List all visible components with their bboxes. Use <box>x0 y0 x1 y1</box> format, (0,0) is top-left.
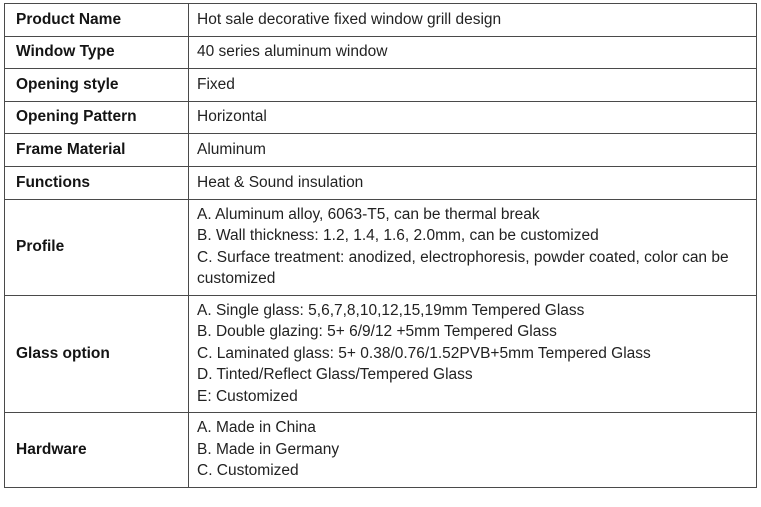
row-label: Functions <box>5 166 189 199</box>
row-label: Profile <box>5 199 189 295</box>
row-label: Product Name <box>5 4 189 37</box>
row-value <box>189 36 757 69</box>
value-line: A. Single glass: 5,6,7,8,10,12,15,19mm Tempered Glass <box>197 301 585 319</box>
value-line: Fixed <box>197 75 235 93</box>
value-line: Heat & Sound insulation <box>197 173 364 191</box>
value-line: D. Tinted/Reflect Glass/Tempered Glass <box>197 366 473 384</box>
row-value <box>189 134 757 167</box>
value-line: A. Made in China <box>197 419 316 437</box>
value-line: Aluminum <box>197 140 266 158</box>
value-line: Horizontal <box>197 108 267 126</box>
row-value <box>189 69 757 102</box>
table-row <box>5 295 757 413</box>
value-line: C. Customized <box>197 462 299 480</box>
table-row <box>5 166 757 199</box>
table-row <box>5 36 757 69</box>
value-line: B. Made in Germany <box>197 440 340 458</box>
value-line: B. Double glazing: 5+ 6/9/12 +5mm Tempered Glass <box>197 323 557 341</box>
row-value <box>189 295 757 413</box>
value-line: E: Customized <box>197 387 298 405</box>
table-row <box>5 413 757 488</box>
table-row <box>5 199 757 295</box>
row-value <box>189 4 757 37</box>
row-value <box>189 166 757 199</box>
value-line: A. Aluminum alloy, 6063-T5, can be thermal break <box>197 205 540 223</box>
table-row <box>5 134 757 167</box>
row-label: Hardware <box>5 413 189 488</box>
value-line: Hot sale decorative fixed window grill design <box>197 10 502 28</box>
table-row <box>5 69 757 102</box>
value-line: customized <box>197 270 276 288</box>
row-label: Frame Material <box>5 134 189 167</box>
row-label: Glass option <box>5 295 189 413</box>
product-spec-table <box>4 3 757 488</box>
value-line: B. Wall thickness: 1.2, 1.4, 1.6, 2.0mm, can be customized <box>197 227 599 245</box>
row-value <box>189 101 757 134</box>
row-value <box>189 199 757 295</box>
value-line: 40 series aluminum window <box>197 43 388 61</box>
row-value <box>189 413 757 488</box>
row-label: Opening style <box>5 69 189 102</box>
value-line: C. Surface treatment: anodized, electrophoresis, powder coated, color can be <box>197 248 729 266</box>
row-label: Opening Pattern <box>5 101 189 134</box>
row-label: Window Type <box>5 36 189 69</box>
value-line: C. Laminated glass: 5+ 0.38/0.76/1.52PVB+5mm Tempered Glass <box>197 344 651 362</box>
table-row <box>5 4 757 37</box>
table-row <box>5 101 757 134</box>
